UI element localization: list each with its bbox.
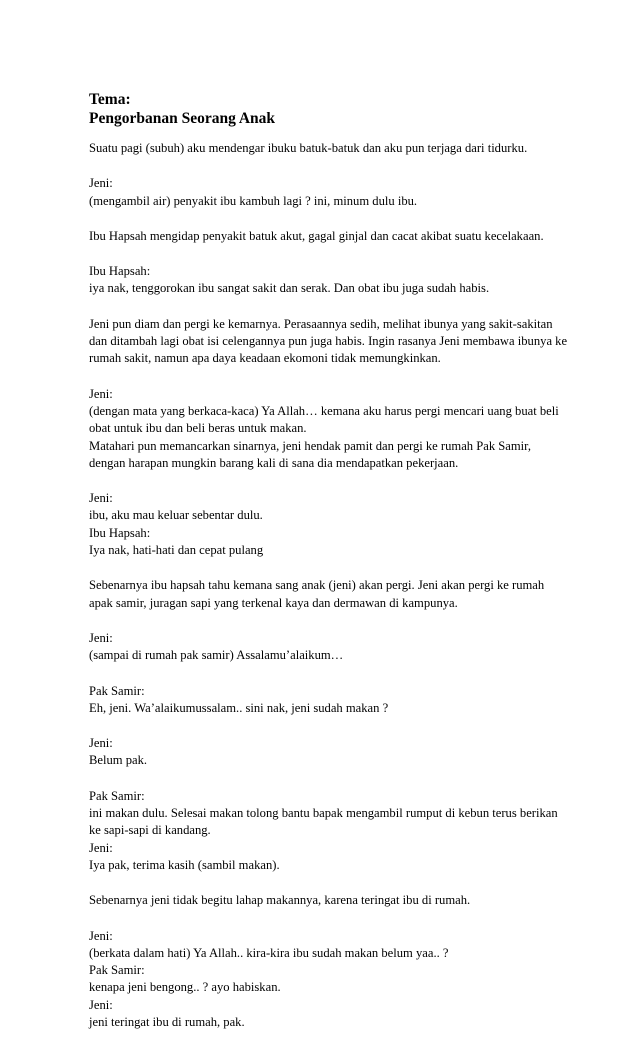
text-line: Ibu Hapsah: <box>89 264 151 279</box>
text-line: jeni teringat ibu di rumah, pak. <box>89 1014 245 1029</box>
text-line: Jeni: <box>89 491 113 506</box>
text-line: ini makan dulu. Selesai makan tolong bantu bapak mengambil rumput di kebun terus berikan <box>89 806 558 821</box>
text-line: Jeni: <box>89 840 113 855</box>
text-line: dan ditambah lagi obat isi celengannya pun juga habis. Ingin rasanya Jeni membawa ibunya ke <box>89 334 568 349</box>
paragraph <box>89 316 568 368</box>
text-line: (mengambil air) penyakit ibu kambuh lagi ? ini, minum dulu ibu. <box>89 193 418 208</box>
paragraph <box>89 788 559 874</box>
text-line: Ibu Hapsah: <box>89 525 151 540</box>
text-line: ke sapi-sapi di kandang. <box>89 823 211 838</box>
theme-label: Tema: <box>89 91 131 108</box>
paragraph <box>89 630 559 665</box>
text-line: Jeni: <box>89 997 113 1012</box>
text-line: ibu, aku mau keluar sebentar dulu. <box>89 508 263 523</box>
text-line: (dengan mata yang berkaca-kaca) Ya Allah… kemana aku harus pergi mencari uang buat beli <box>89 403 559 418</box>
paragraph <box>89 386 559 472</box>
text-line: Matahari pun memancarkan sinarnya, jeni hendak pamit dan pergi ke rumah Pak Samir, <box>89 438 532 453</box>
text-line: Jeni: <box>89 386 113 401</box>
paragraph <box>89 263 559 298</box>
text-line: Jeni: <box>89 928 113 943</box>
text-line: Jeni: <box>89 630 113 645</box>
paragraph <box>89 175 559 210</box>
text-line: Sebenarnya ibu hapsah tahu kemana sang anak (jeni) akan pergi. Jeni akan pergi ke rumah <box>89 578 545 593</box>
text-line: Ibu Hapsah mengidap penyakit batuk akut, gagal ginjal dan cacat akibat suatu kecelakaan. <box>89 228 544 243</box>
paragraph <box>89 735 559 770</box>
text-line: Belum pak. <box>89 753 148 768</box>
text-line: Sebenarnya jeni tidak begitu lahap makannya, karena teringat ibu di rumah. <box>89 893 471 908</box>
paragraph <box>89 140 559 157</box>
paragraph <box>89 928 559 1032</box>
text-line: Jeni: <box>89 736 113 751</box>
text-line: kenapa jeni bengong.. ? ayo habiskan. <box>89 980 281 995</box>
text-line: Pak Samir: <box>89 788 145 803</box>
paragraph <box>89 228 559 245</box>
paragraph <box>89 683 559 718</box>
text-line: (sampai di rumah pak samir) Assalamu’alaikum… <box>89 648 344 663</box>
text-line: Suatu pagi (subuh) aku mendengar ibuku batuk-batuk dan aku pun terjaga dari tidurku. <box>89 141 528 155</box>
document-body <box>89 90 568 1049</box>
document-heading <box>89 90 559 128</box>
document-title: Pengorbanan Seorang Anak <box>89 110 276 127</box>
text-line: Pak Samir: <box>89 683 145 698</box>
text-line: iya nak, tenggorokan ibu sangat sakit dan serak. Dan obat ibu juga sudah habis. <box>89 281 490 296</box>
text-line: Iya pak, terima kasih (sambil makan). <box>89 857 280 872</box>
text-line: Jeni: <box>89 176 113 191</box>
paragraph <box>89 490 559 559</box>
text-line: Eh, jeni. Wa’alaikumussalam.. sini nak, jeni sudah makan ? <box>89 700 389 715</box>
text-line: (berkata dalam hati) Ya Allah.. kira-kira ibu sudah makan belum yaa.. ? <box>89 945 449 960</box>
paragraph <box>89 577 559 612</box>
text-line: Iya nak, hati-hati dan cepat pulang <box>89 543 264 558</box>
paragraph <box>89 892 559 909</box>
text-line: obat untuk ibu dan beli beras untuk makan. <box>89 421 307 436</box>
text-line: Jeni pun diam dan pergi ke kemarnya. Perasaannya sedih, melihat ibunya yang sakit-sakitan <box>89 316 553 331</box>
text-line: rumah sakit, namun apa daya keadaan ekomoni tidak memungkinkan. <box>89 351 441 366</box>
text-line: apak samir, juragan sapi yang terkenal kaya dan dermawan di kampunya. <box>89 595 458 610</box>
text-line: Pak Samir: <box>89 963 145 978</box>
text-line: dengan harapan mungkin barang kali di sana dia mendapatkan pekerjaan. <box>89 455 459 470</box>
